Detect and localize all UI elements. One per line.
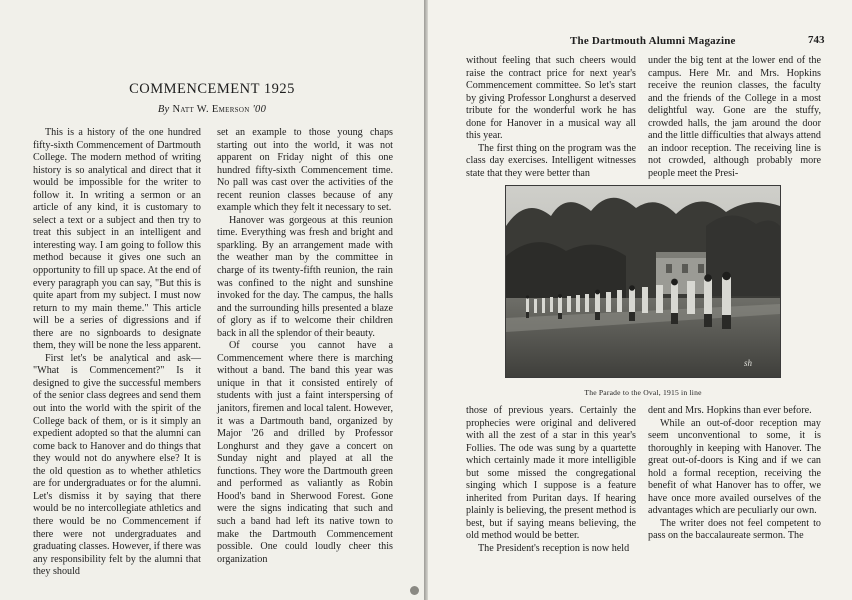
paragraph: Hanover was gorgeous at this reunion time. Everything was fresh and bright and sparkling. By an arrangement made with the weather man by the committee in charge of its twenty-fifth reunion, the rain was confined to the night and sunshine invoked for the day. The campus, the halls and the surrounding hills presented a blaze of glory as if to welcome their children back in all the splendor of their beauty. bbox=[217, 214, 393, 339]
right-column-1-top bbox=[466, 55, 636, 180]
left-column-1 bbox=[33, 127, 201, 579]
paragraph: set an example to those young chaps starting out into the world, it was not apparent on Friday night of this one hundred fifty-sixth Commencement time. No pall was cast over the activities of the recent reunion classes because of any example which they felt it necessary to set. bbox=[217, 127, 393, 214]
right-column-2-bottom bbox=[648, 405, 821, 543]
author-class-year: '00 bbox=[252, 104, 267, 115]
paragraph: The first thing on the program was the class day exercises. Intelligent witnesses state that they were better than bbox=[466, 142, 636, 179]
right-column-1-bottom bbox=[466, 405, 636, 556]
paragraph: Of course you cannot have a Commencement where there is marching without a band. The band this year was unique in that it consisted entirely of students with just a faint interspersing of janitors, firemen and local talent. However, it was a Dartmouth band, organized by Major '26 and drilled by Professor Longhurst and they gave a concert on Sunday night and played at all the functions. They wore the Dartmouth green and performed as valiantly as Robin Hood's band in Sherwood Forest. Gone were the signs indicating that such and such a band had left its native town to make the Dartmouth Commencement possible. One could loudly cheer this organization bbox=[217, 340, 393, 565]
parade-photo-illustration bbox=[506, 186, 780, 377]
paragraph: those of previous years. Certainly the prophecies were original and delivered with all the zest of a star in this year's Follies. The ode was sung by a quartette which certainly made it more intelligible but some missed the congregational singing which I suppose is a feature inherited from Puritan days. If hearing plainly is believing, the present method is best, but if saying means believing, the old method would be better. bbox=[466, 405, 636, 542]
left-page bbox=[0, 0, 424, 600]
left-column-2 bbox=[217, 127, 393, 566]
binding-hole bbox=[410, 586, 419, 595]
paragraph: dent and Mrs. Hopkins than ever before. bbox=[648, 405, 812, 416]
parade-photo bbox=[505, 185, 781, 378]
paragraph: The President's reception is now held bbox=[478, 543, 630, 555]
author-name: Natt W. Emerson bbox=[172, 104, 250, 115]
paragraph: First let's be analytical and ask— "What is Commencement?" Is it designed to give the successful members of the senior class degrees and send them out into the world with the spirit of the College back of them, or is it simply an expedient adopted so that the alumni can come back to Hanover and do things that they would not do anywhere else? It is the old question as to whether athletics are for undergraduates or for the alumni. Let's dismiss it by saying that there would be no intercollegiate athletics and there would be no Commencement if there were not undergraduates and graduating classes. However, if there was any responsibility felt by the alumni that they should bbox=[33, 352, 202, 578]
right-column-2-top bbox=[648, 55, 821, 180]
paragraph: This is a history of the one hundred fifty-sixth Commencement of Dartmouth College. The modern method of writing history is so analytical and direct that it would be impossible for the writer to follow it. In writing a sermon or an article of any kind, it is customary to select a text or a subject and then try to treat this subject in an intelligent and interesting way. I am going to follow this method because it gives one such an opportunity to fill up space. At the end of every paragraph you can say, "But this is quite apart from my subject. I must now return to my main theme." This article will be a series of digressions and if there are no signboards to designate them, they will be none the less apparent. bbox=[33, 127, 201, 352]
paragraph: under the big tent at the lower end of the campus. Here Mr. and Mrs. Hopkins receive the reunion classes, the faculty and the friends of the College in a most delightful way. Gone are the stuffy, crowded halls, the jam around the door and the little difficulties that always attend an indoor reception. The receiving line is not crowded, although probably more people meet the Presi- bbox=[648, 55, 821, 179]
byline bbox=[0, 104, 424, 115]
paragraph: While an out-of-door reception may seem unconventional to some, it is thoroughly in keeping with Hanover. The great out-of-doors is King and if we can hold a formal reception, receiving the benefit of what Hanover has to offer, we have once more availed ourselves of the advantages which are peculiarly our own. bbox=[648, 417, 821, 517]
photo-caption: The Parade to the Oval, 1915 in line bbox=[584, 388, 702, 397]
paragraph: without feeling that such cheers would raise the contract price for next year's Commencement committee. So let's start by giving Professor Longhurst a deserved tribute for the wonderful work he has done for Hanover in a musical way all this year. bbox=[466, 55, 636, 142]
page-number: 743 bbox=[808, 34, 825, 46]
paragraph: The writer does not feel competent to pass on the baccalaureate sermon. The bbox=[648, 517, 821, 542]
running-head: The Dartmouth Alumni Magazine bbox=[570, 35, 736, 47]
article-title: COMMENCEMENT 1925 bbox=[129, 81, 295, 97]
svg-text:sh: sh bbox=[744, 358, 753, 368]
byline-prefix: By bbox=[157, 104, 170, 115]
